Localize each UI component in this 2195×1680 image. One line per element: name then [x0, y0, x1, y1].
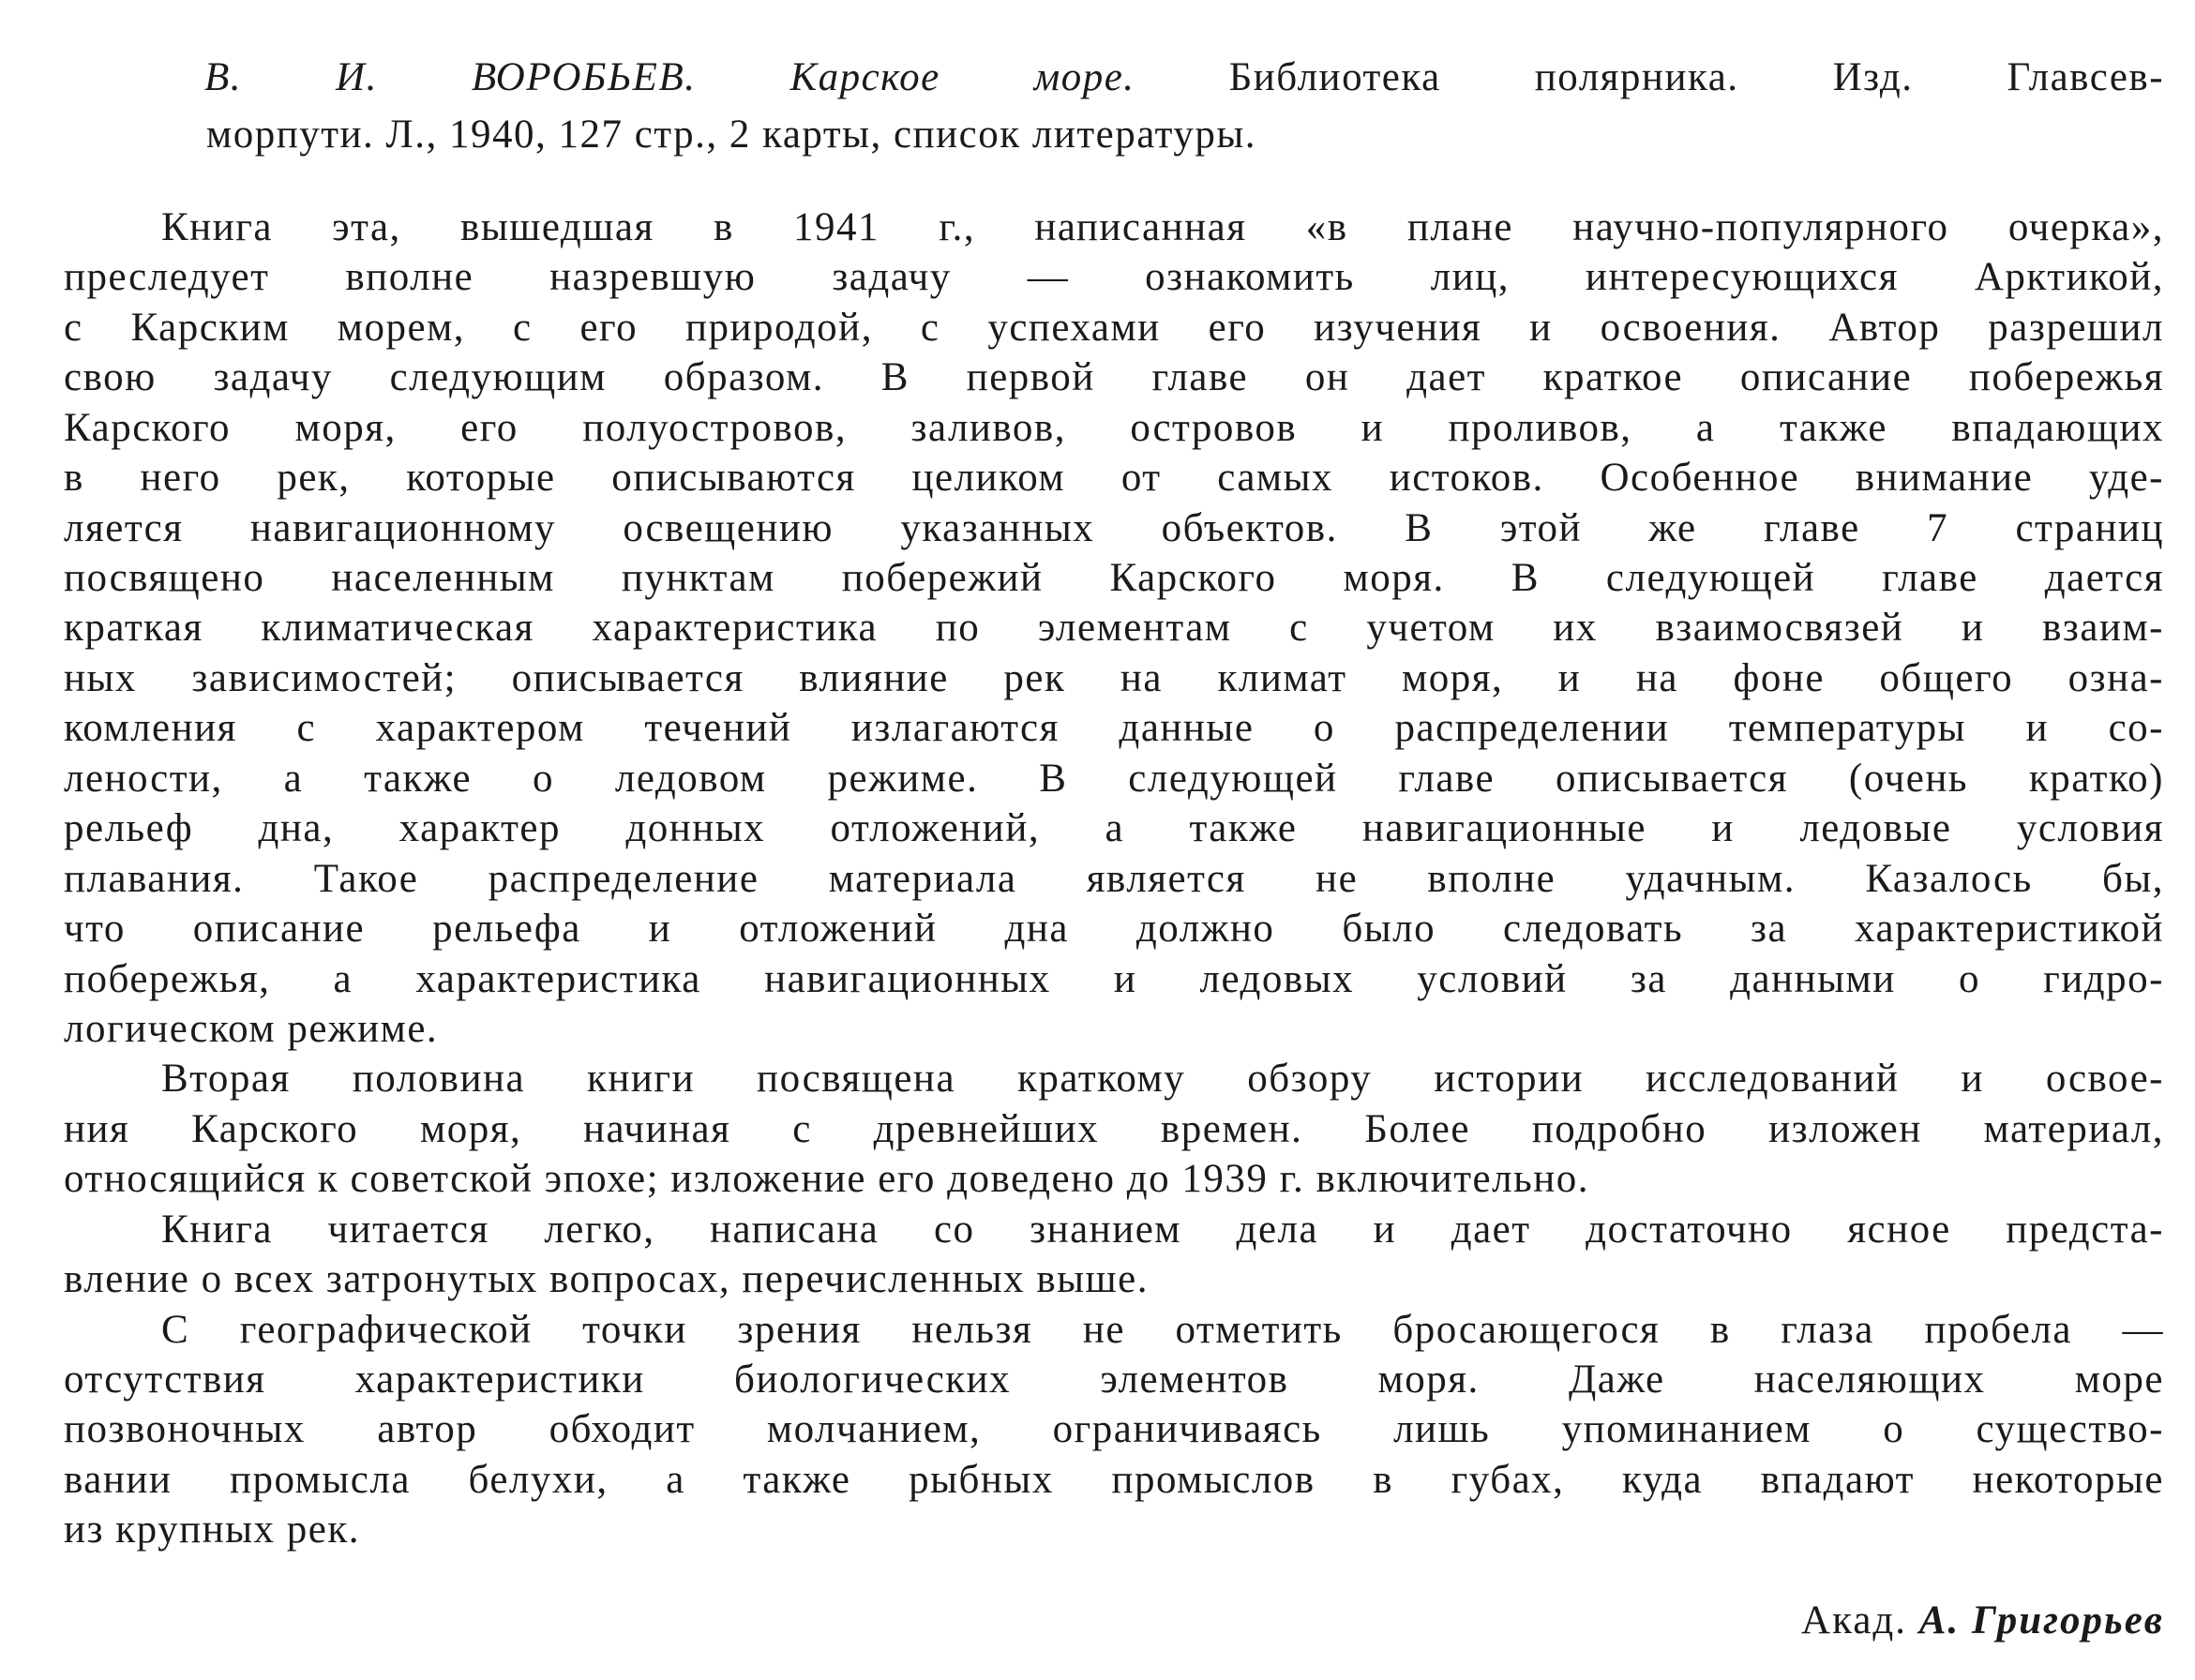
text-line: свою задачу следующим образом. В первой главе он дает краткое описание побережья [64, 355, 2164, 400]
text-line: отсутствия характеристики биологических элементов моря. Даже населяющих море [64, 1357, 2164, 1402]
text-line: Книга читается легко, написана со знанием дела и дает достаточно ясное предста- [161, 1207, 2164, 1252]
text-line: рельеф дна, характер донных отложений, а также навигационные и ледовые условия [64, 806, 2164, 851]
text-line: что описание рельефа и отложений дна должно было следовать за характеристикой [64, 907, 2164, 952]
text-line: из крупных рек. [64, 1508, 360, 1552]
book-author: В. И. ВОРОБЬЕВ. [204, 55, 697, 99]
text-line: в него рек, которые описываются целиком от самых истоков. Особенное внимание уде- [64, 456, 2164, 501]
book-title: Карское море. [789, 55, 1135, 99]
text-line: ных зависимостей; описывается влияние рек на климат моря, и на фоне общего озна- [64, 655, 2164, 700]
text-line: вление о всех затронутых вопросах, перечисленных выше. [64, 1257, 1150, 1302]
bibliographic-line-2: морпути. Л., 1940, 127 стр., 2 карты, список литературы. [206, 112, 1257, 157]
text-line: посвящено населенным пунктам побережий Карского моря. В следующей главе дается [64, 556, 2164, 601]
text-line: с Карским морем, с его природой, с успехами его изучения и освоения. Автор разрешил [64, 305, 2164, 350]
text-line: ния Карского моря, начиная с древнейших времен. Более подробно изложен материал, [64, 1106, 2164, 1151]
text-line: позвоночных автор обходит молчанием, ограничиваясь лишь упоминанием о существо- [64, 1407, 2164, 1452]
text-line: Книга эта, вышедшая в 1941 г., написанная «в плане научно-популярного очерка», [161, 205, 2164, 249]
publication-info: Библиотека полярника. Изд. Главсев- [1228, 55, 2165, 99]
text-line: комления с характером течений излагаются данные о распределении температуры и со- [64, 706, 2164, 751]
text-line: лености, а также о ледовом режиме. В следующей главе описывается (очень кратко) [64, 756, 2164, 801]
text-line: побережья, а характеристика навигационных и ледовых условий за данными о гидро- [64, 956, 2164, 1001]
signature-title: Акад. [1801, 1598, 1908, 1642]
signature-name: А. Григорьев [1918, 1598, 2164, 1642]
text-line: ляется навигационному освещению указанных объектов. В этой же главе 7 страниц [64, 505, 2164, 550]
text-line: логическом режиме. [64, 1006, 439, 1051]
signature [1801, 1598, 2164, 1643]
text-line: преследует вполне назревшую задачу — ознакомить лиц, интересующихся Арктикой, [64, 255, 2164, 300]
text-line: С географической точки зрения нельзя не отметить бросающегося в глаза пробела — [161, 1307, 2164, 1352]
text-line: краткая климатическая характеристика по элементам с учетом их взаимосвязей и взаим- [64, 606, 2164, 651]
text-line: относящийся к советской эпохе; изложение его доведено до 1939 г. включительно. [64, 1157, 1589, 1202]
text-line: Вторая половина книги посвящена краткому обзору истории исследований и освое- [161, 1057, 2164, 1102]
text-line: плавания. Такое распределение материала является не вполне удачным. Казалось бы, [64, 856, 2164, 901]
text-line: Карского моря, его полуостровов, заливов, островов и проливов, а также впадающих [64, 405, 2164, 450]
bibliographic-line-1 [204, 52, 2164, 103]
text-line: вании промысла белухи, а также рыбных промыслов в губах, куда впадают некоторые [64, 1457, 2164, 1502]
